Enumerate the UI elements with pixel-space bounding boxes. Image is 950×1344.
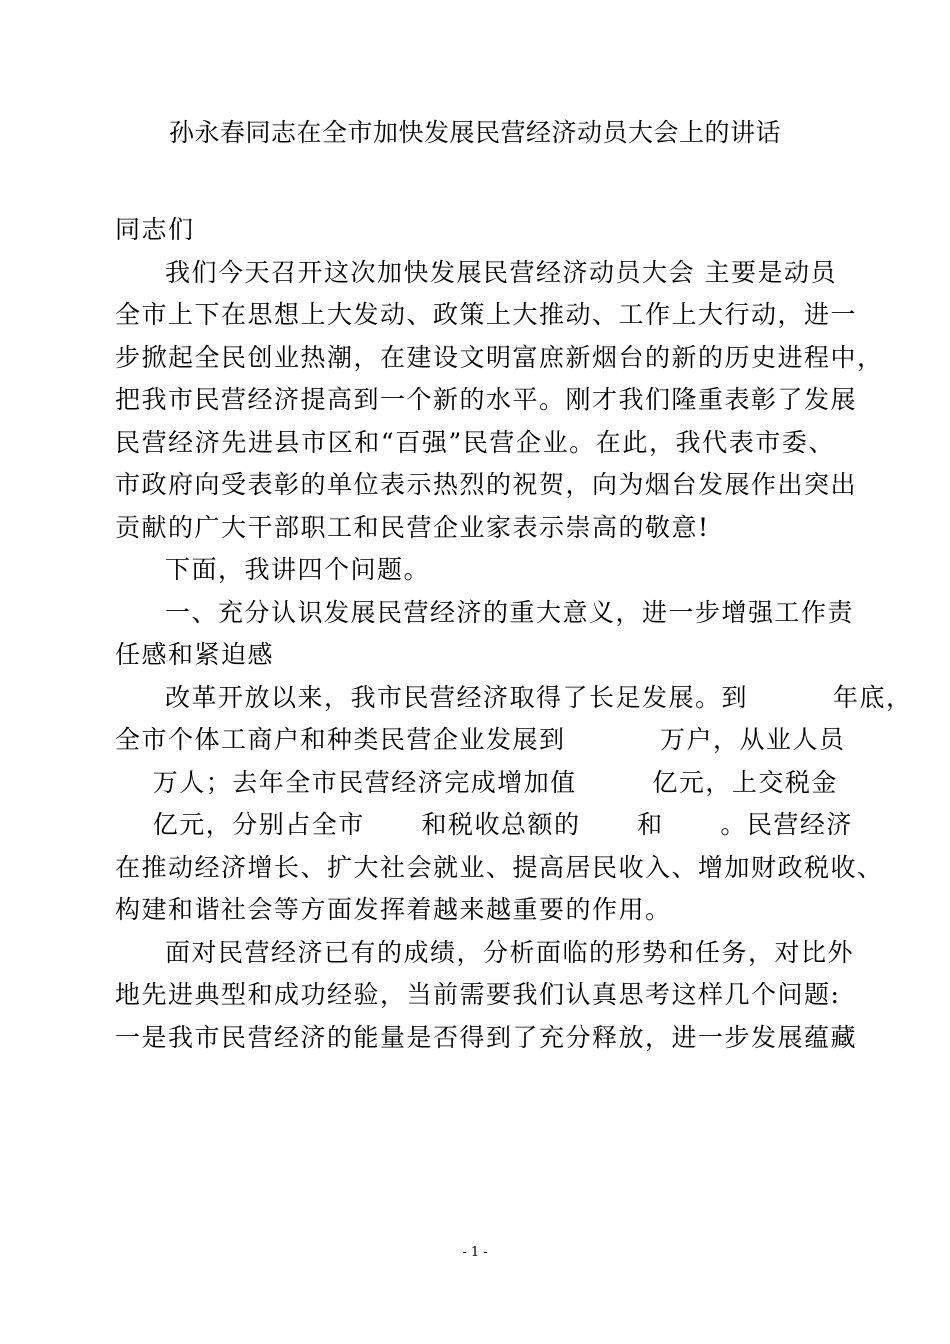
section-heading-line: 一、充分认识发展民营经济的重大意义，进一步增强工作责 xyxy=(165,597,855,627)
body-line: 改革开放以来，我市民营经济取得了长足发展。到 年底， xyxy=(165,682,913,712)
body-line: 地先进典型和成功经验，当前需要我们认真思考这样几个问题: xyxy=(115,980,841,1009)
body-line: 全市上下在思想上大发动、政策上大推动、工作上大行动，进一 xyxy=(115,300,858,329)
body-line: 下面，我讲四个问题。 xyxy=(165,555,431,584)
body-line: 全市个体工商户和种类民营企业发展到 万户，从业人员 xyxy=(115,725,846,754)
body-line: 步掀起全民创业热潮，在建设文明富庶新烟台的新的历史进程中， xyxy=(115,342,884,372)
document-body xyxy=(115,209,913,1059)
body-line: 万人；去年全市民营经济完成增加值 亿元，上交税金 xyxy=(115,767,838,797)
body-line: 在推动经济增长、扩大社会就业、提高居民收入、增加财政税收、 xyxy=(115,852,884,882)
body-line: 我们今天召开这次加快发展民营经济动员大会 主要是动员 xyxy=(165,257,837,287)
salutation-line: 同志们 xyxy=(115,215,195,244)
body-line: 构建和谐社会等方面发挥着越来越重要的作用。 xyxy=(115,895,672,924)
body-line: 一是我市民营经济的能量是否得到了充分释放，进一步发展蕴藏 xyxy=(115,1022,858,1052)
body-line: 亿元，分别占全市 和税收总额的 和 。民营经济 xyxy=(115,810,853,839)
body-line: 贡献的广大干部职工和民营企业家表示崇高的敬意! xyxy=(115,512,710,542)
body-line: 市政府向受表彰的单位表示热烈的祝贺，向为烟台发展作出突出 xyxy=(115,470,858,499)
body-line: 把我市民营经济提高到一个新的水平。刚才我们隆重表彰了发展 xyxy=(115,385,858,414)
section-heading-line: 任感和紧迫感 xyxy=(115,640,275,669)
body-line: 面对民营经济已有的成绩，分析面临的形势和任务，对比外 xyxy=(165,937,855,967)
document-title: 孙永春同志在全市加快发展民营经济动员大会上的讲话 xyxy=(168,118,781,147)
page-number: - 1 - xyxy=(462,1245,488,1260)
body-line: 民营经济先进县市区和“百强”民营企业。在此，我代表市委、 xyxy=(115,427,835,457)
